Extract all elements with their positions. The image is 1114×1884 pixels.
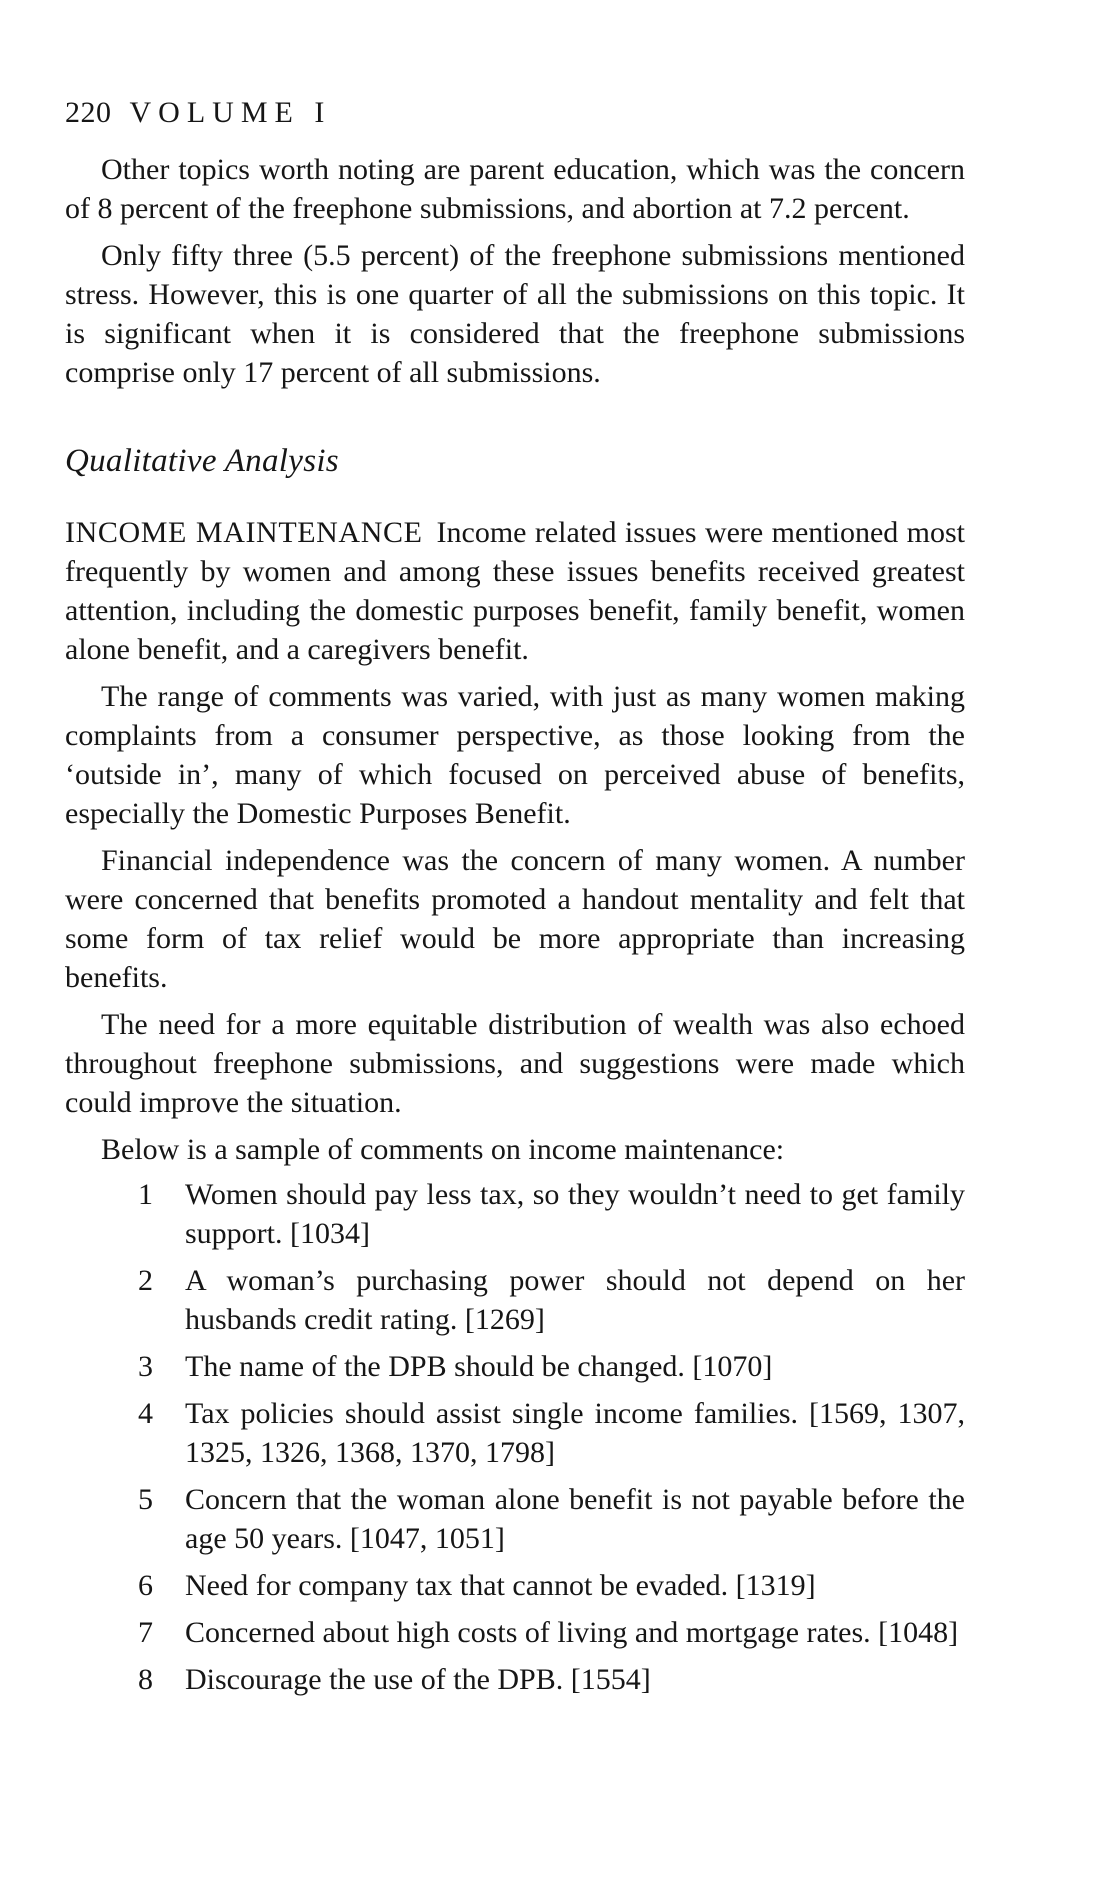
list-item-text: Concerned about high costs of living and mortgage rates. [1048]: [185, 1616, 959, 1649]
section-heading: Qualitative Analysis: [65, 443, 339, 479]
list-item: [65, 1394, 965, 1472]
paragraph-financial-independence: Financial independence was the concern of many women. A number were concerned that benefits promoted a handout mentality and felt that some form of tax relief would be more appropriate than increasing benefits.: [65, 844, 965, 994]
body-text: [65, 150, 965, 1707]
list-item: [65, 1566, 965, 1605]
list-item: [65, 1175, 965, 1253]
paragraph-range-of-comments: The range of comments was varied, with just as many women making complaints from a consumer perspective, as those looking from the ‘outside in’, many of which focused on perceived abuse of benefits, especially the Domestic Purposes Benefit.: [65, 680, 965, 830]
list-item-text: The name of the DPB should be changed. [1070]: [185, 1350, 773, 1383]
list-item: [65, 1347, 965, 1386]
list-item-number: 1: [138, 1178, 153, 1211]
list-item-number: 8: [138, 1663, 153, 1696]
list-item-number: 2: [138, 1264, 153, 1297]
paragraph-parent-education: Other topics worth noting are parent education, which was the concern of 8 percent of the freephone submissions, and abortion at 7.2 percent.: [65, 153, 965, 225]
paragraph-income-maintenance: [65, 513, 965, 669]
list-item: [65, 1660, 965, 1699]
sample-intro: Below is a sample of comments on income maintenance:: [101, 1133, 785, 1166]
list-item-number: 5: [138, 1483, 153, 1516]
run-in-text: Income related issues were mentioned most frequently by women and among these issues benefits received greatest attention, including the domestic purposes benefit, family benefit, women alone benefit, and a caregivers benefit.: [65, 516, 965, 666]
list-item: [65, 1613, 965, 1652]
list-item-number: 3: [138, 1350, 153, 1383]
list-item-text: Women should pay less tax, so they wouldn’t need to get family support. [1034]: [185, 1178, 965, 1250]
run-in-heading: INCOME MAINTENANCE: [65, 516, 423, 549]
volume-label: VOLUME I: [129, 96, 332, 129]
running-head: [65, 96, 331, 130]
page-number: 220: [65, 96, 112, 129]
list-item-number: 4: [138, 1397, 153, 1430]
list-item-text: Discourage the use of the DPB. [1554]: [185, 1663, 651, 1696]
list-item: [65, 1261, 965, 1339]
paragraph-stress: Only fifty three (5.5 percent) of the freephone submissions mentioned stress. However, this is one quarter of all the submissions on this topic. It is significant when it is considered that the freephone submissions comprise only 17 percent of all submissions.: [65, 239, 965, 389]
list-item-text: A woman’s purchasing power should not depend on her husbands credit rating. [1269]: [185, 1264, 965, 1336]
list-item-text: Need for company tax that cannot be evaded. [1319]: [185, 1569, 816, 1602]
list-item: [65, 1480, 965, 1558]
paragraph-equitable-distribution: The need for a more equitable distribution of wealth was also echoed throughout freephone submissions, and suggestions were made which could improve the situation.: [65, 1008, 965, 1119]
list-item-number: 7: [138, 1616, 153, 1649]
list-item-text: Tax policies should assist single income families. [1569, 1307, 1325, 1326, 1368, 1370, 1798]: [185, 1397, 965, 1469]
list-item-number: 6: [138, 1569, 153, 1602]
comments-list: [65, 1175, 965, 1699]
list-item-text: Concern that the woman alone benefit is not payable before the age 50 years. [1047, 1051]: [185, 1483, 965, 1555]
